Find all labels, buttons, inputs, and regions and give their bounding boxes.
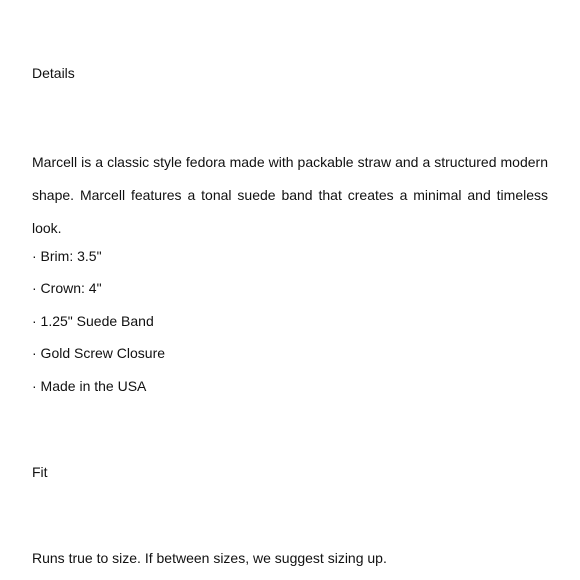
fit-heading: Fit — [32, 464, 48, 480]
spec-list — [32, 240, 165, 402]
spec-item-brim: · Brim: 3.5" — [32, 248, 102, 264]
spec-item-closure: · Gold Screw Closure — [32, 345, 166, 362]
spec-item-crown: · Crown: 4" — [32, 280, 102, 297]
product-description: Marcell is a classic style fedora made with packable straw and a structured modern shape. Marcell features a tonal suede band that creates a minimal and timeless look. — [32, 154, 548, 236]
fit-description: Runs true to size. If between sizes, we suggest sizing up. — [32, 550, 387, 566]
details-heading: Details — [32, 65, 75, 81]
spec-item-band: · 1.25" Suede Band — [32, 312, 154, 329]
spec-item-origin: · Made in the USA — [32, 377, 147, 394]
